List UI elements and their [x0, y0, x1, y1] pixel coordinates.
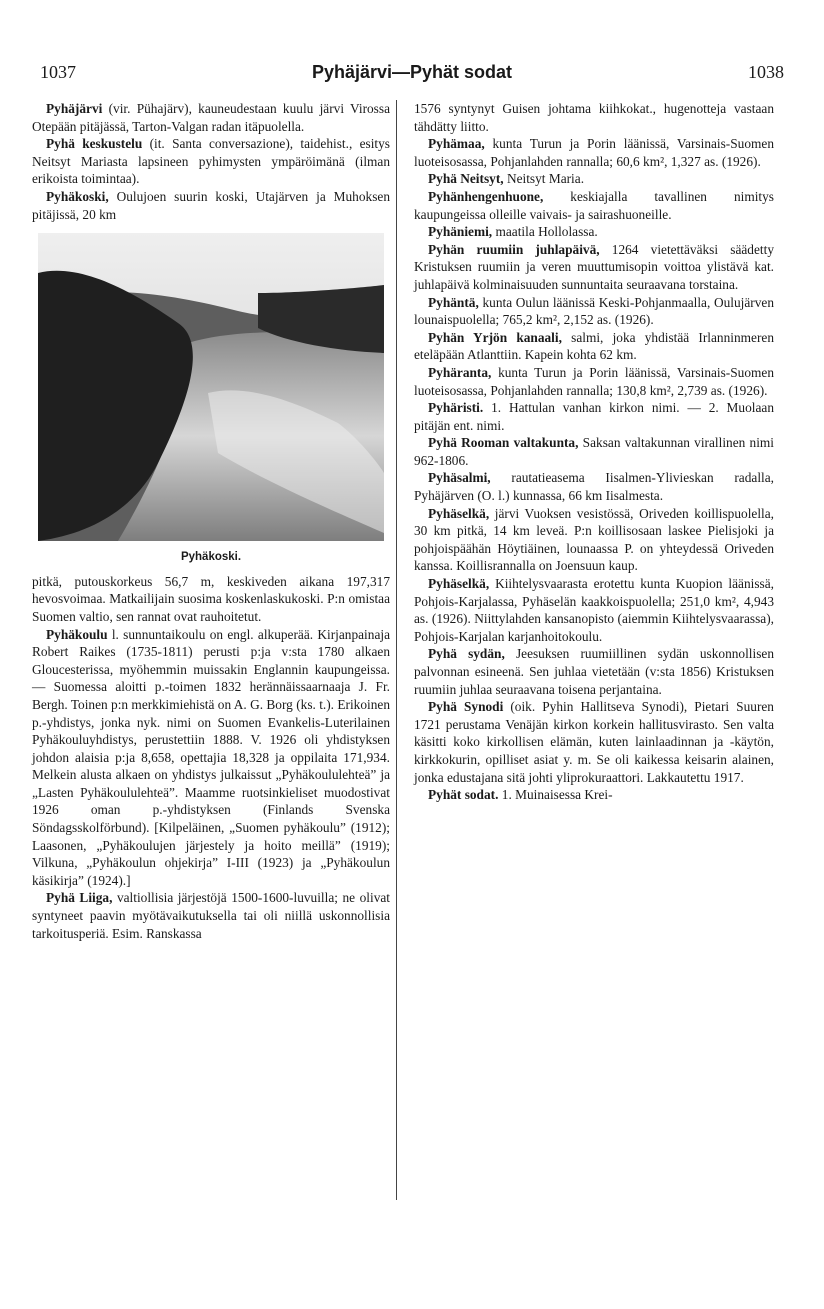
- dictionary-entry: [32, 100, 390, 135]
- entry-text: kunta Turun ja Porin läänissä, Varsinais-Suomen luoteisosassa, Pohjanlahden rannalla; 130,8 km², 2,739 as. (1926).: [414, 364, 774, 398]
- dictionary-entry: [414, 364, 774, 399]
- entry-text: Kiihtelysvaarasta erotettu kunta Kuopion läänissä, Pohjois-Karjalassa, Pyhäselän kaakkoispuolella; 251,0 km², 4,943 as. (1926). Niittylahden kansanopisto (aiemmin Kiihtelysvaarassa), Pohjois-Karjalan karjanhoitokoulu.: [414, 576, 774, 644]
- entry-text: maatila Hollolassa.: [492, 224, 598, 240]
- dictionary-entry: [32, 573, 390, 626]
- dictionary-entry: [414, 469, 774, 504]
- left-column: [32, 100, 390, 942]
- entry-headword: Pyhäniemi,: [428, 224, 493, 240]
- entry-text: valtiollisia järjestöjä 1500-1600-luvuilla; ne olivat syntyneet paavin myötävaikutuksella tai oli niillä uskonnollisia tarkoitusperiä. Esim. Ranskassa: [32, 890, 390, 941]
- entry-headword: Pyhäjärvi: [46, 101, 103, 116]
- entry-headword: Pyhä Liiga,: [46, 890, 113, 906]
- dictionary-entry: [32, 135, 390, 188]
- entry-headword: Pyhämaa,: [428, 136, 485, 152]
- river-landscape-image: [38, 233, 384, 541]
- column-divider: [396, 100, 397, 1200]
- dictionary-entry: [414, 698, 774, 786]
- entry-headword: Pyhä sydän,: [428, 646, 505, 662]
- dictionary-entry: [414, 170, 774, 188]
- entry-text: 1. Muinaisessa Krei-: [498, 787, 613, 803]
- entry-headword: Pyhäsalmi,: [428, 470, 491, 486]
- entry-text: keskiajalla tavallinen nimitys kaupungeissa olleille vaivais- ja sairashuoneille.: [414, 188, 774, 222]
- entry-headword: Pyhäranta,: [428, 364, 492, 380]
- dictionary-entry: [414, 505, 774, 575]
- entry-text: järvi Vuoksen vesistössä, Oriveden koillispuolella, 30 km pitkä, 14 km leveä. P:n koillisosaan laskee Pielisjoki ja pohjoispäähän Höytiäinen, lounaassa P. on yhteydessä Oriveden kanssa. Koillisrannalla on Joensuun kaup.: [414, 505, 774, 574]
- page-number-left: 1037: [40, 62, 76, 82]
- dictionary-entry: [414, 434, 774, 469]
- entry-headword: Pyhäntä,: [428, 294, 479, 310]
- dictionary-entry: [414, 329, 774, 364]
- entry-headword: Pyhäristi.: [428, 400, 484, 416]
- dictionary-entry: [414, 645, 774, 698]
- left-entries-after-image: [32, 573, 390, 942]
- entry-text: Neitsyt Maria.: [503, 171, 585, 187]
- dictionary-entry: [414, 223, 774, 241]
- entry-text: (vir. Pühajärv), kauneudestaan kuulu järvi Virossa Otepään pitäjässä, Tarton-Valgan radan itäpuolella.: [32, 101, 390, 134]
- entry-text: l. sunnuntaikoulu on engl. alkuperää. Kirjanpainaja Robert Raikes (1735-1811) perusti p:ja v:sta 1780 alkaen Gloucesterissa, myöhemmin muissakin Englannin kaupungeissa. — Suomessa aloitti p.-toimen 1832 herännäissaarnaaja J. Fr. Bergh. Toinen p:n merkkimiehistä on A. G. Borg (ks. t.). Erikoinen p.-yhdistys, jonka nyk. nimi on Suomen Evankelis-Luterilainen Pyhäkouluyhdistys, perustettiin 1888. V. 1926 oli yhdistyksen johdon alaisia p:ja 8,658, opettajia 18,328 ja oppilaita 171,934. Melkein alusta alkaen on yhdistys julkaissut „Pyhäkoululehteä” ja „Lasten Pyhäkoululehteä”. Maamme ruotsinkieliset muodostivat 1926 oman p.-yhdistyksen (Finlands Svenska Söndagsskolförbund). [Kilpeläinen, „Suomen pyhäkoulu” (1912); Laasonen, „Pyhäkoulujen järjestely ja hoito meillä” (1919); Vilkuna, „Pyhäkoulun ohjekirja” I-III (1923) ja „Pyhäkoulun käsikirja” (1924).]: [32, 626, 390, 888]
- entry-headword: Pyhä Rooman valtakunta,: [428, 435, 579, 451]
- right-entries: [414, 100, 774, 804]
- dictionary-entry: [414, 399, 774, 434]
- dictionary-entry: [414, 135, 774, 170]
- dictionary-entry: [32, 626, 390, 890]
- entry-headword: Pyhäkoski,: [46, 188, 109, 204]
- dictionary-entry: [32, 889, 390, 942]
- entry-text: Saksan valtakunnan virallinen nimi 962-1806.: [414, 435, 774, 468]
- image-caption: Pyhäkoski.: [180, 551, 242, 564]
- entry-headword: Pyhänhengenhuone,: [428, 188, 544, 204]
- entry-text: kunta Oulun läänissä Keski-Pohjanmaalla, Oulujärven lounaispuolella; 765,2 km², 2,152 as. (1926).: [414, 294, 774, 328]
- page-number-right: 1038: [748, 62, 784, 82]
- entry-text: pitkä, putouskorkeus 56,7 m, keskiveden aikana 197,317 hevosvoimaa. Matkailijain suosima koskenlaskukoski. P:n omistaa Suomen valtio, sen rannat ovat rauhoitetut.: [32, 573, 390, 624]
- entry-headword: Pyhäselkä,: [428, 576, 490, 592]
- dictionary-entry: [32, 188, 390, 223]
- entry-headword: Pyhä Neitsyt,: [428, 171, 504, 187]
- entry-text: kunta Turun ja Porin läänissä, Varsinais-Suomen luoteisosassa, Pohjanlahden rannalla; 60,6 km², 1,327 as. (1926).: [414, 136, 774, 169]
- dictionary-entry: [414, 786, 774, 804]
- dictionary-entry: [414, 241, 774, 294]
- entry-headword: Pyhäselkä,: [428, 505, 490, 521]
- entry-headword: Pyhän Yrjön kanaali,: [428, 329, 562, 345]
- running-title: Pyhäjärvi—Pyhät sodat: [311, 62, 513, 82]
- page-header: [40, 62, 784, 86]
- entry-headword: Pyhä Synodi: [428, 699, 504, 715]
- right-column: [414, 100, 774, 804]
- entry-headword: Pyhäkoulu: [46, 626, 108, 642]
- dictionary-entry: [414, 188, 774, 223]
- entry-text: 1576 syntynyt Guisen johtama kiihkokat., hugenotteja vastaan tähdätty liitto.: [414, 101, 774, 134]
- entry-headword: Pyhä keskustelu: [46, 136, 143, 152]
- entry-text: Jeesuksen ruumiillinen sydän uskonnollisen palvonnan esineenä. Sen juhlaa vietetään (v:sta 1856) Kristuksen ruumiin juhlaa seuraavana toisena perjantaina.: [414, 646, 774, 697]
- pyhakoski-photo: [38, 233, 384, 541]
- dictionary-entry: [414, 294, 774, 329]
- dictionary-entry: [414, 575, 774, 645]
- entry-text: Oulujoen suurin koski, Utajärven ja Muhoksen pitäjissä, 20 km: [32, 188, 390, 222]
- entry-text: 1. Hattulan vanhan kirkon nimi. — 2. Muolaan pitäjän ent. nimi.: [414, 400, 774, 433]
- entry-headword: Pyhät sodat.: [428, 787, 499, 803]
- dictionary-entry: [414, 100, 774, 135]
- entry-text: (it. Santa conversazione), taidehist., esitys Neitsyt Mariasta lapsineen pyhimysten ympäröimänä (ilman erikoista toimintaa).: [32, 136, 390, 187]
- entry-text: rautatieasema Iisalmen-Ylivieskan radalla, Pyhäjärven (O. l.) kunnassa, 66 km Iisalmesta.: [414, 470, 774, 504]
- entry-headword: Pyhän ruumiin juhlapäivä,: [428, 241, 600, 257]
- entry-text: 1264 vietettäväksi säädetty Kristuksen ruumiin ja veren muuttumisopin voittoa ylistävä kat. juhlapäivä kolminaisuuden sunnuntaita seuraavana torstaina.: [414, 241, 774, 292]
- entry-text: salmi, joka yhdistää Irlanninmeren eteläpään Atlanttiin. Kapein kohta 62 km.: [414, 329, 774, 363]
- left-entries-before-image: [32, 100, 390, 223]
- entry-text: (oik. Pyhin Hallitseva Synodi), Pietari Suuren 1721 perustama Venäjän kirkon korkein hallitusvirasto. Sen valta käsitti koko kirkollisen elämän, kuten lainlaadinnan ja -käytön, kirkkokurin, opilliset asiat y. m. Se oli kaikessa keisarin alainen, jonka edustajana sitä johti yliprokuraattori. Lakkautettu 1917.: [414, 699, 774, 785]
